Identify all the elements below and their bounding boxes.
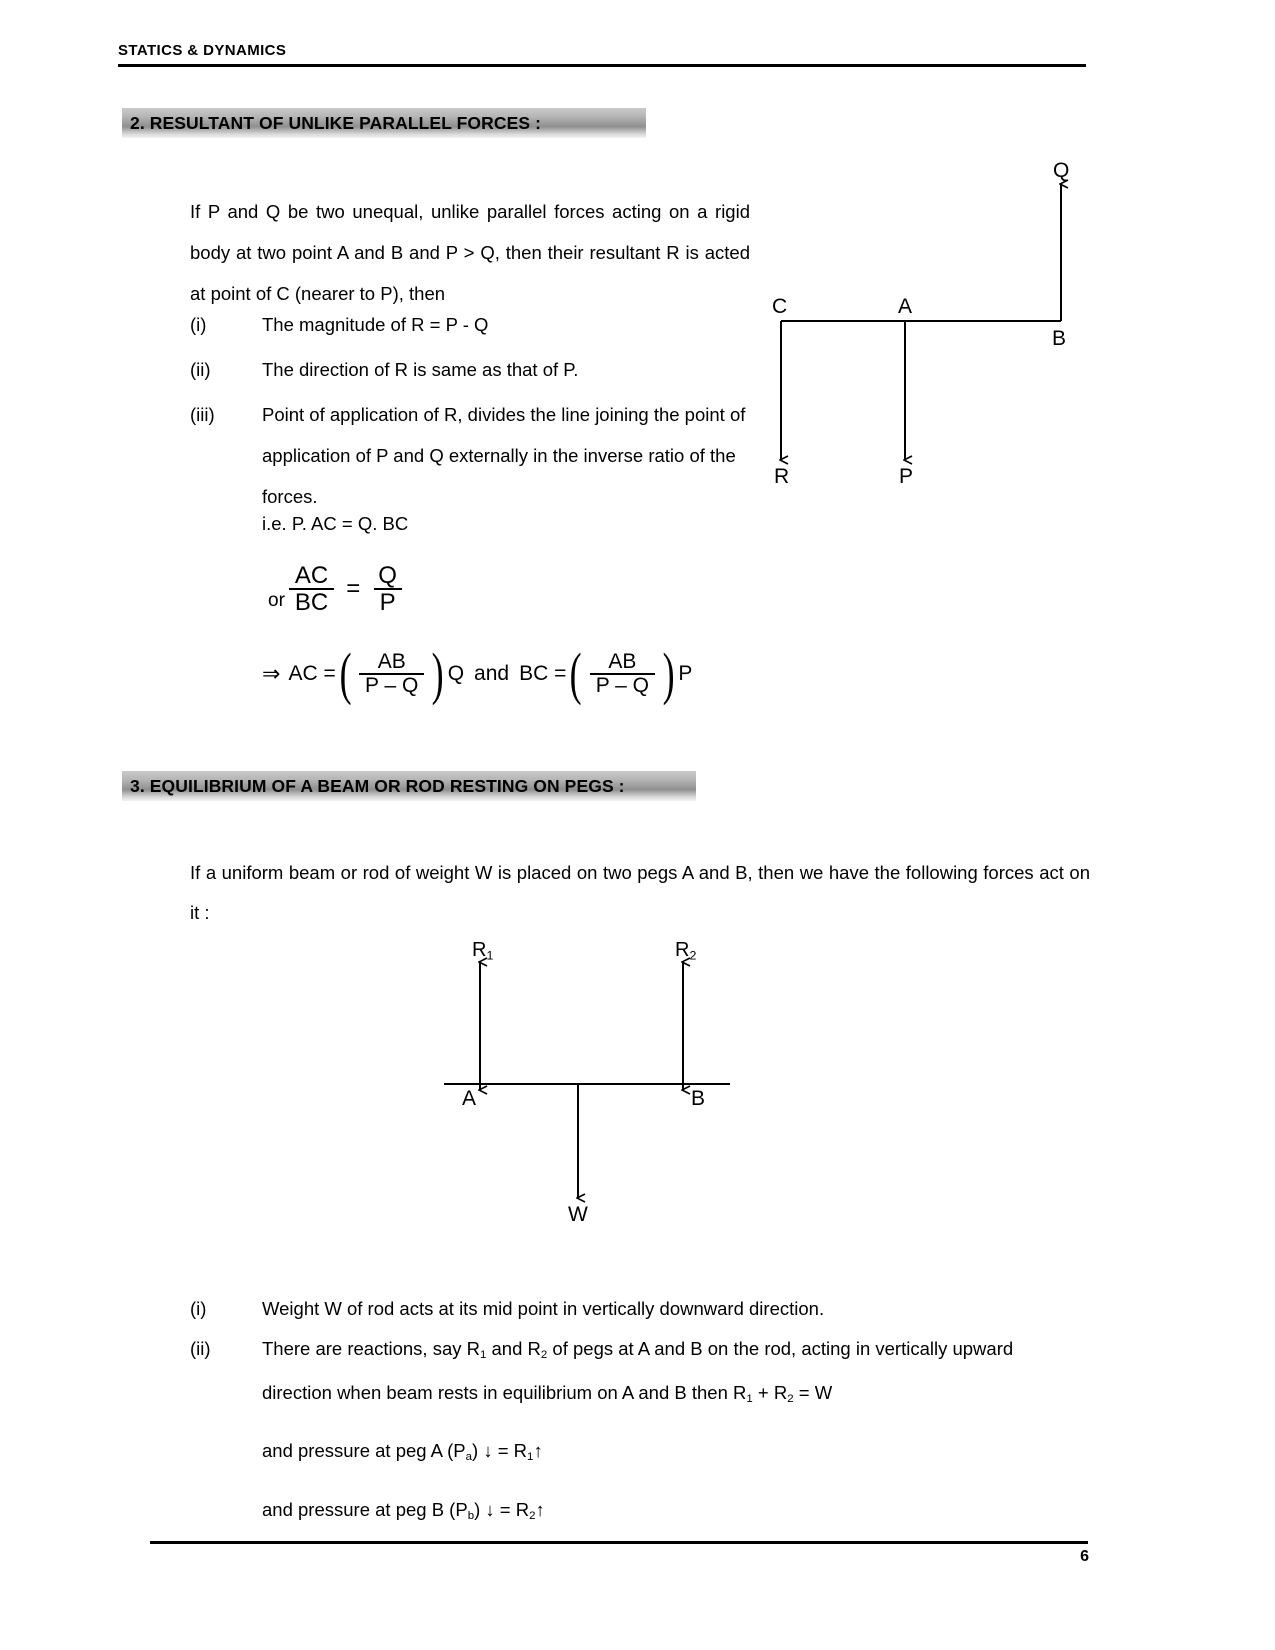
fraction-numerator: AB [608,650,637,673]
item-number: (i) [190,1298,207,1319]
fraction-q-p [372,563,403,616]
figure-1-label-a: A [898,295,913,318]
item-number: (iii) [190,404,215,425]
item-number: (ii) [190,359,211,380]
parenthesized-fraction-2 [566,641,678,707]
section-2-title: 2. RESULTANT OF UNLIKE PARALLEL FORCES : [130,112,542,133]
section-3-title-bar [122,771,696,801]
header-rule [118,64,1086,67]
item-text: Point of application of R, divides the line joining the point of application of P and Q externally in the inverse ratio of the forces. [262,404,746,507]
fraction-denominator: P – Q [359,673,424,697]
paren-open-icon: ( [570,641,583,707]
fraction-numerator: Q [378,562,397,589]
item-text [262,1330,1090,1535]
fraction-denominator: P [374,588,402,615]
item-ii-line-3: and pressure at peg A $(P_a)$ ↓ = $R_1↑$ [262,1440,543,1464]
ratio-equation [268,563,407,616]
result-equation [262,641,693,707]
multiplier-p: P [678,662,693,686]
item-ii-line-4: and pressure at peg B $(P_b)$ ↓ = $R_2↑$ [262,1498,545,1522]
figure-1-label-p: P [899,465,914,488]
fraction-numerator: AC [294,562,329,589]
figure-1-label-r: R [774,465,790,488]
parenthesized-fraction-1 [336,641,448,707]
section-3-intro: If a uniform beam or rod of weight W is placed on two pegs A and B, then we have the following forces act on it : [190,862,1090,923]
item-ii-line-1: There are reactions, say $R_1$ and $R_2$ of pegs at A and B on the rod, acting in vertically upward [262,1338,1014,1362]
paren-close-icon: ) [662,641,675,707]
running-header: STATICS & DYNAMICS [118,42,287,59]
section-2-item-i [190,304,762,345]
item-number: (i) [190,314,207,335]
implies-icon: ⇒ [262,661,281,687]
fraction-denominator: BC [289,588,334,615]
spacer [262,1418,1090,1432]
equals-sign: = [346,575,361,603]
section-2-title-bar [122,108,646,138]
section-2-intro: If P and Q be two unequal, unlike parallel forces acting on a rigid body at two point A and B and P > Q, then their resultant R is acted at point of C (nearer to P), then [190,201,750,304]
figure-1-label-q: Q [1053,159,1070,182]
spacer [262,1477,1090,1491]
item-number: (ii) [190,1338,211,1359]
item-text: The magnitude of R = P - Q [262,314,489,335]
unlike-parallel-forces-figure [760,160,1090,500]
fraction-ab-pq [590,651,655,698]
ie-equation-line: i.e. P. AC = Q. BC [262,513,409,534]
or-label: or [268,589,285,611]
fraction-ab-pq [359,651,424,698]
bc-lhs: BC = [519,662,567,686]
section-2-item-ii [190,349,762,390]
page-number: 6 [1080,1548,1089,1565]
figure-1-label-b: B [1052,327,1067,350]
beam-on-pegs-figure [430,940,760,1230]
fraction-ac-bc [289,563,334,616]
arrow-up-icon: ↑ [535,1498,545,1520]
figure-2-label-a: A [462,1087,477,1110]
figure-2-label-w: W [568,1203,588,1226]
paren-close-icon: ) [432,641,445,707]
fraction-denominator: P – Q [590,673,655,697]
item-text: The direction of R is same as that of P. [262,359,579,380]
figure-2-label-b: B [691,1087,706,1110]
figure-2-label-r2: $R_2$ [675,939,697,963]
section-2-item-iii [190,394,762,517]
figure-2-svg [430,940,760,1230]
ac-lhs: AC = [288,662,336,686]
conjunction-and: and [474,662,510,686]
arrow-down-icon: ↓ [483,1440,493,1462]
section-3-item-ii [190,1330,1090,1535]
figure-1-svg [760,160,1090,500]
arrow-down-icon: ↓ [485,1498,495,1520]
multiplier-q: Q [447,662,465,686]
figure-1-label-c: C [772,295,788,318]
section-3-title: 3. EQUILIBRIUM OF A BEAM OR ROD RESTING ON PEGS : [130,775,625,796]
item-ii-line-2: direction when beam rests in equilibrium on A and B then $R_1 + R_2 = W$ [262,1382,833,1406]
figure-2-label-r1: $R_1$ [472,939,494,963]
fraction-numerator: AB [377,650,406,673]
item-text: Weight W of rod acts at its mid point in vertically downward direction. [262,1298,825,1319]
paren-open-icon: ( [339,641,352,707]
arrow-up-icon: ↑ [533,1440,543,1462]
footer-rule [150,1541,1088,1544]
section-3-item-i [190,1290,1090,1328]
